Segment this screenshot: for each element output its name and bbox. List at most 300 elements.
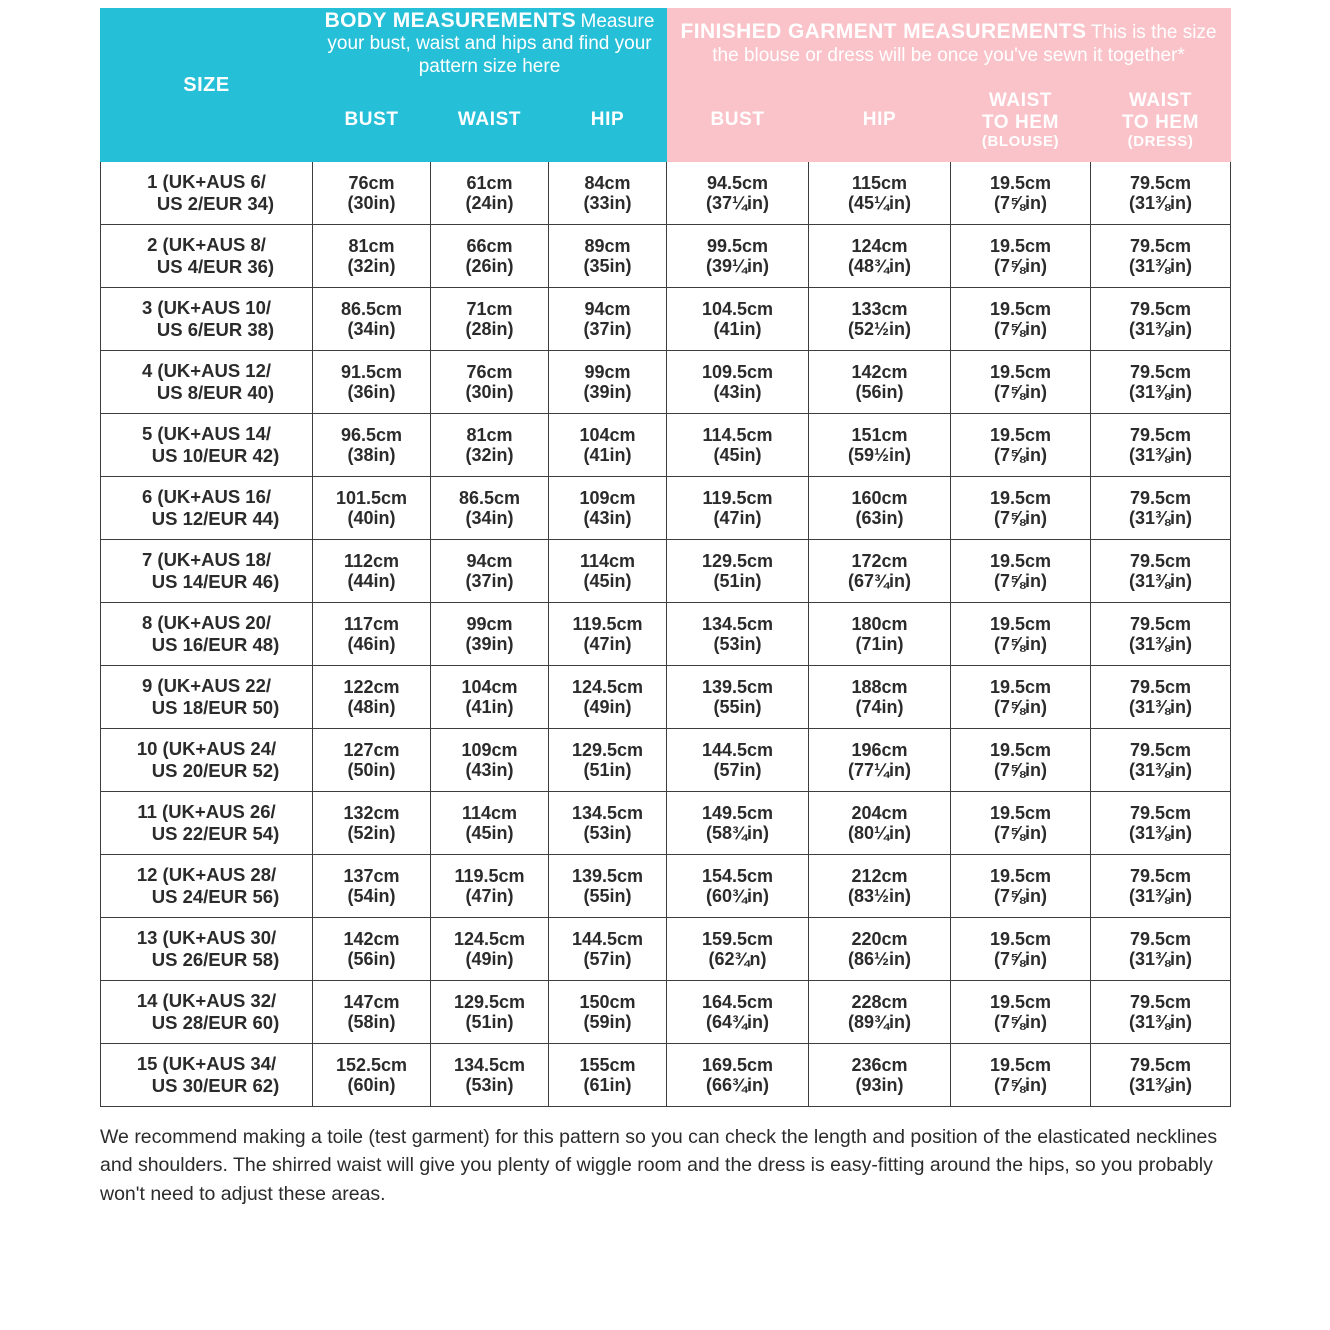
size-line-2: US 8/EUR 40) [156, 382, 275, 404]
finished-hip-cm: 142cm [851, 361, 908, 382]
finished-bust-cell [667, 288, 809, 351]
finished-hip-cell [809, 603, 951, 666]
table-row [101, 981, 1231, 1044]
size-line-1: 6 (UK+AUS 16/ [141, 486, 272, 508]
finished-hip-cell [809, 162, 951, 225]
finished-bust-cell [667, 666, 809, 729]
waist-hem-dress-in: (31⅜in) [1129, 319, 1193, 340]
waist-hem-dress-in: (31⅜in) [1129, 193, 1193, 214]
body-bust-cm: 132cm [343, 802, 400, 823]
waist-hem-dress-in: (31⅜in) [1129, 445, 1193, 466]
body-bust-in: (52in) [347, 823, 396, 844]
body-bust-cm: 142cm [343, 928, 400, 949]
waist-hem-dress-cm: 79.5cm [1130, 802, 1192, 823]
finished-hip-cell [809, 351, 951, 414]
finished-hip-cell [809, 1044, 951, 1107]
body-measurements-title: BODY MEASUREMENTS [324, 9, 577, 32]
waist-hem-dress-in: (31⅜in) [1129, 1012, 1193, 1033]
body-waist-cell [431, 540, 549, 603]
waist-to-hem-blouse-line3: (BLOUSE) [981, 132, 1060, 150]
size-line-2: US 4/EUR 36) [156, 256, 275, 278]
finished-bust-in: (60¾in) [706, 886, 770, 907]
body-bust-cell [313, 540, 431, 603]
waist-hem-dress-in: (31⅜in) [1129, 697, 1193, 718]
body-waist-cm: 109cm [461, 739, 518, 760]
column-header-body-hip: HIP [549, 79, 667, 162]
waist-hem-dress-cell [1091, 225, 1231, 288]
waist-hem-blouse-in: (7⅝in) [994, 193, 1048, 214]
waist-hem-dress-cm: 79.5cm [1130, 676, 1192, 697]
size-line-2: US 24/EUR 56) [151, 886, 280, 908]
body-waist-in: (37in) [465, 571, 514, 592]
waist-hem-dress-cell [1091, 981, 1231, 1044]
finished-hip-in: (45¼in) [848, 193, 912, 214]
waist-hem-dress-cell [1091, 918, 1231, 981]
body-hip-cell [549, 729, 667, 792]
waist-hem-dress-cm: 79.5cm [1130, 865, 1192, 886]
body-hip-in: (39in) [583, 382, 632, 403]
finished-bust-in: (64¾in) [706, 1012, 770, 1033]
waist-hem-dress-cm: 79.5cm [1130, 613, 1192, 634]
body-hip-cell [549, 666, 667, 729]
body-waist-cm: 99cm [466, 613, 513, 634]
body-bust-cell [313, 792, 431, 855]
table-row [101, 1044, 1231, 1107]
finished-bust-cell [667, 855, 809, 918]
body-hip-cm: 84cm [584, 172, 631, 193]
waist-hem-dress-in: (31⅜in) [1129, 571, 1193, 592]
finished-hip-in: (89¾in) [848, 1012, 912, 1033]
size-cell [101, 351, 313, 414]
waist-hem-blouse-cm: 19.5cm [989, 172, 1052, 193]
body-waist-in: (34in) [465, 508, 514, 529]
table-row [101, 162, 1231, 225]
finished-bust-cell [667, 918, 809, 981]
finished-hip-cm: 180cm [851, 613, 908, 634]
table-row [101, 603, 1231, 666]
body-bust-in: (56in) [347, 949, 396, 970]
waist-hem-blouse-in: (7⅝in) [994, 319, 1048, 340]
waist-hem-dress-cell [1091, 1044, 1231, 1107]
size-line-1: 15 (UK+AUS 34/ [136, 1053, 277, 1075]
body-waist-cm: 86.5cm [458, 487, 521, 508]
body-bust-cm: 76cm [348, 172, 395, 193]
body-bust-in: (34in) [347, 319, 396, 340]
finished-hip-cm: 228cm [851, 991, 908, 1012]
body-waist-cell [431, 918, 549, 981]
size-cell [101, 414, 313, 477]
size-cell [101, 1044, 313, 1107]
size-line-1: 10 (UK+AUS 24/ [136, 738, 277, 760]
finished-bust-cell [667, 351, 809, 414]
waist-hem-blouse-in: (7⅝in) [994, 508, 1048, 529]
waist-hem-blouse-cell [951, 855, 1091, 918]
finished-hip-in: (63in) [855, 508, 904, 529]
waist-hem-dress-cell [1091, 351, 1231, 414]
body-hip-cell [549, 1044, 667, 1107]
waist-hem-blouse-cm: 19.5cm [989, 298, 1052, 319]
waist-hem-dress-cm: 79.5cm [1130, 235, 1192, 256]
body-hip-cell [549, 225, 667, 288]
body-bust-in: (50in) [347, 760, 396, 781]
waist-hem-blouse-cell [951, 540, 1091, 603]
size-cell [101, 477, 313, 540]
body-waist-cell [431, 729, 549, 792]
finished-bust-cm: 139.5cm [701, 676, 774, 697]
waist-hem-blouse-cell [951, 1044, 1091, 1107]
body-bust-cm: 86.5cm [340, 298, 403, 319]
waist-hem-dress-in: (31⅜in) [1129, 634, 1193, 655]
body-hip-cell [549, 981, 667, 1044]
body-waist-cell [431, 162, 549, 225]
waist-hem-blouse-in: (7⅝in) [994, 382, 1048, 403]
finished-bust-cell [667, 162, 809, 225]
waist-hem-dress-cell [1091, 792, 1231, 855]
finished-hip-cell [809, 729, 951, 792]
waist-hem-blouse-cm: 19.5cm [989, 739, 1052, 760]
body-bust-in: (54in) [347, 886, 396, 907]
finished-hip-cell [809, 414, 951, 477]
body-waist-cell [431, 981, 549, 1044]
body-measurements-subtitle: Measure your bust, waist and hips and find your pattern size here [327, 11, 655, 77]
size-line-1: 9 (UK+AUS 22/ [141, 675, 272, 697]
body-waist-in: (43in) [465, 760, 514, 781]
body-waist-cm: 76cm [466, 361, 513, 382]
size-line-1: 4 (UK+AUS 12/ [141, 360, 272, 382]
table-row [101, 540, 1231, 603]
body-hip-cm: 109cm [579, 487, 636, 508]
size-line-2: US 18/EUR 50) [151, 697, 280, 719]
body-waist-cm: 119.5cm [454, 865, 525, 886]
garment-measurements-subtitle: This is the size the blouse or dress will be once you've sewn it together* [712, 22, 1217, 66]
body-bust-cm: 152.5cm [335, 1054, 408, 1075]
body-hip-cm: 144.5cm [571, 928, 644, 949]
body-hip-cell [549, 288, 667, 351]
body-bust-cell [313, 603, 431, 666]
finished-bust-in: (41in) [713, 319, 762, 340]
body-waist-in: (45in) [465, 823, 514, 844]
body-bust-cm: 127cm [343, 739, 400, 760]
finished-hip-in: (86½in) [848, 949, 912, 970]
waist-hem-blouse-in: (7⅝in) [994, 823, 1048, 844]
size-cell [101, 855, 313, 918]
waist-hem-dress-cm: 79.5cm [1130, 172, 1192, 193]
body-hip-cm: 114cm [579, 550, 636, 571]
column-header-finished-hip: HIP [809, 79, 951, 162]
waist-hem-blouse-cm: 19.5cm [989, 487, 1052, 508]
finished-hip-in: (71in) [855, 634, 904, 655]
finished-hip-in: (56in) [855, 382, 904, 403]
finished-bust-cm: 164.5cm [701, 991, 774, 1012]
body-bust-cell [313, 729, 431, 792]
body-hip-in: (33in) [583, 193, 632, 214]
waist-hem-blouse-in: (7⅝in) [994, 949, 1048, 970]
finished-bust-in: (62¾n) [708, 949, 767, 970]
size-line-2: US 6/EUR 38) [156, 319, 275, 341]
body-waist-in: (28in) [465, 319, 514, 340]
body-hip-cell [549, 414, 667, 477]
finished-bust-in: (58¾in) [706, 823, 770, 844]
waist-hem-dress-cm: 79.5cm [1130, 361, 1192, 382]
table-row [101, 729, 1231, 792]
table-row [101, 414, 1231, 477]
body-waist-in: (47in) [465, 886, 514, 907]
garment-measurements-banner [667, 9, 1231, 79]
finished-hip-cell [809, 540, 951, 603]
waist-hem-dress-cell [1091, 477, 1231, 540]
body-waist-cell [431, 225, 549, 288]
waist-hem-dress-in: (31⅜in) [1129, 886, 1193, 907]
finished-bust-cm: 104.5cm [701, 298, 774, 319]
waist-hem-blouse-cell [951, 918, 1091, 981]
waist-hem-blouse-cell [951, 414, 1091, 477]
finished-hip-cell [809, 918, 951, 981]
waist-hem-blouse-cell [951, 477, 1091, 540]
finished-hip-in: (93in) [855, 1075, 904, 1096]
body-hip-cell [549, 918, 667, 981]
body-hip-in: (35in) [583, 256, 632, 277]
waist-hem-blouse-in: (7⅝in) [994, 886, 1048, 907]
finished-hip-cm: 196cm [851, 739, 908, 760]
body-waist-in: (53in) [465, 1075, 514, 1096]
body-bust-cell [313, 981, 431, 1044]
size-line-2: US 12/EUR 44) [151, 508, 280, 530]
finished-bust-cm: 119.5cm [702, 487, 773, 508]
finished-hip-cm: 124cm [851, 235, 908, 256]
column-header-waist-to-hem-blouse [951, 79, 1091, 162]
size-line-1: 7 (UK+AUS 18/ [141, 549, 272, 571]
finished-hip-in: (74in) [855, 697, 904, 718]
waist-hem-blouse-cm: 19.5cm [989, 928, 1052, 949]
waist-hem-blouse-cm: 19.5cm [989, 361, 1052, 382]
finished-bust-cell [667, 414, 809, 477]
finished-bust-cm: 134.5cm [701, 613, 774, 634]
finished-hip-cm: 133cm [851, 298, 908, 319]
size-line-1: 8 (UK+AUS 20/ [141, 612, 272, 634]
body-hip-cm: 139.5cm [571, 865, 644, 886]
finished-bust-cm: 169.5cm [701, 1054, 774, 1075]
size-line-1: 1 (UK+AUS 6/ [147, 171, 266, 193]
body-hip-in: (47in) [583, 634, 632, 655]
finished-bust-cell [667, 729, 809, 792]
size-line-2: US 16/EUR 48) [151, 634, 280, 656]
waist-hem-dress-cm: 79.5cm [1130, 487, 1192, 508]
body-bust-cell [313, 414, 431, 477]
finished-bust-cm: 154.5cm [701, 865, 774, 886]
table-body [101, 162, 1231, 1107]
waist-hem-dress-cm: 79.5cm [1130, 928, 1192, 949]
body-waist-cm: 94cm [466, 550, 513, 571]
table-row [101, 792, 1231, 855]
body-hip-cell [549, 855, 667, 918]
finished-bust-cell [667, 1044, 809, 1107]
body-hip-cell [549, 162, 667, 225]
garment-measurements-title: FINISHED GARMENT MEASUREMENTS [680, 20, 1087, 44]
body-waist-in: (24in) [465, 193, 514, 214]
waist-hem-blouse-in: (7⅝in) [994, 571, 1048, 592]
waist-hem-blouse-in: (7⅝in) [994, 256, 1048, 277]
finished-hip-cm: 172cm [851, 550, 908, 571]
body-bust-cm: 122cm [343, 676, 400, 697]
finished-hip-cm: 220cm [851, 928, 908, 949]
body-waist-cm: 114cm [461, 802, 518, 823]
body-bust-in: (60in) [347, 1075, 396, 1096]
finished-bust-in: (47in) [713, 508, 762, 529]
waist-hem-dress-in: (31⅜in) [1129, 1075, 1193, 1096]
size-cell [101, 288, 313, 351]
body-bust-cell [313, 666, 431, 729]
body-hip-cm: 155cm [579, 1054, 636, 1075]
body-hip-in: (51in) [583, 760, 632, 781]
waist-hem-blouse-cm: 19.5cm [989, 1054, 1052, 1075]
column-header-body-waist: WAIST [431, 79, 549, 162]
body-hip-cm: 134.5cm [571, 802, 644, 823]
finished-bust-cell [667, 603, 809, 666]
body-hip-cm: 89cm [584, 235, 631, 256]
finished-bust-cell [667, 225, 809, 288]
finished-hip-cell [809, 288, 951, 351]
waist-hem-dress-cm: 79.5cm [1130, 298, 1192, 319]
column-header-waist-to-hem-dress [1091, 79, 1231, 162]
body-waist-in: (32in) [465, 445, 514, 466]
body-bust-in: (30in) [347, 193, 396, 214]
finished-hip-cm: 115cm [851, 172, 908, 193]
waist-to-hem-blouse-line2: TO HEM [981, 111, 1060, 133]
body-hip-cm: 129.5cm [571, 739, 644, 760]
finished-bust-cell [667, 477, 809, 540]
body-waist-in: (41in) [465, 697, 514, 718]
body-bust-in: (48in) [347, 697, 396, 718]
waist-hem-blouse-cell [951, 792, 1091, 855]
body-waist-cell [431, 855, 549, 918]
waist-hem-dress-cell [1091, 162, 1231, 225]
waist-hem-blouse-cell [951, 288, 1091, 351]
column-header-body-bust: BUST [313, 79, 431, 162]
size-cell [101, 666, 313, 729]
finished-hip-cm: 212cm [851, 865, 908, 886]
body-hip-cm: 99cm [584, 361, 631, 382]
table-header [101, 9, 1231, 162]
body-waist-cell [431, 477, 549, 540]
finished-hip-in: (48¾in) [848, 256, 912, 277]
size-line-2: US 26/EUR 58) [151, 949, 280, 971]
body-hip-in: (41in) [583, 445, 632, 466]
body-bust-cm: 117cm [343, 613, 400, 634]
size-line-2: US 20/EUR 52) [151, 760, 280, 782]
waist-hem-dress-in: (31⅜in) [1129, 823, 1193, 844]
body-bust-cm: 137cm [343, 865, 400, 886]
body-hip-cm: 104cm [579, 424, 636, 445]
finished-bust-cm: 144.5cm [701, 739, 774, 760]
body-bust-cell [313, 351, 431, 414]
body-hip-cell [549, 351, 667, 414]
finished-bust-cell [667, 981, 809, 1044]
waist-hem-blouse-cell [951, 351, 1091, 414]
waist-hem-blouse-cell [951, 666, 1091, 729]
finished-hip-cm: 204cm [851, 802, 908, 823]
table-row [101, 666, 1231, 729]
body-waist-cm: 129.5cm [453, 991, 526, 1012]
size-line-1: 14 (UK+AUS 32/ [136, 990, 277, 1012]
size-cell [101, 225, 313, 288]
size-line-1: 5 (UK+AUS 14/ [141, 423, 272, 445]
finished-hip-in: (83½in) [848, 886, 912, 907]
body-bust-cell [313, 1044, 431, 1107]
waist-hem-blouse-cell [951, 225, 1091, 288]
body-hip-cm: 124.5cm [571, 676, 644, 697]
body-bust-cm: 147cm [343, 991, 400, 1012]
finished-bust-cm: 114.5cm [702, 424, 773, 445]
finished-bust-in: (57in) [713, 760, 762, 781]
body-bust-in: (36in) [347, 382, 396, 403]
finished-hip-cell [809, 855, 951, 918]
body-bust-in: (58in) [347, 1012, 396, 1033]
body-waist-cell [431, 288, 549, 351]
body-hip-in: (37in) [583, 319, 632, 340]
body-bust-cm: 96.5cm [340, 424, 403, 445]
body-waist-cell [431, 1044, 549, 1107]
waist-hem-dress-in: (31⅜in) [1129, 382, 1193, 403]
body-hip-in: (53in) [583, 823, 632, 844]
finished-hip-cell [809, 225, 951, 288]
waist-hem-blouse-in: (7⅝in) [994, 634, 1048, 655]
finished-bust-in: (39¼in) [706, 256, 770, 277]
size-line-1: 13 (UK+AUS 30/ [136, 927, 277, 949]
finished-bust-cm: 159.5cm [701, 928, 774, 949]
waist-hem-dress-cell [1091, 603, 1231, 666]
column-header-finished-bust: BUST [667, 79, 809, 162]
size-cell [101, 729, 313, 792]
finished-hip-in: (80¼in) [848, 823, 912, 844]
size-line-2: US 30/EUR 62) [151, 1075, 280, 1097]
waist-hem-blouse-in: (7⅝in) [994, 1075, 1048, 1096]
waist-hem-blouse-cm: 19.5cm [989, 613, 1052, 634]
body-waist-cell [431, 414, 549, 477]
size-cell [101, 918, 313, 981]
body-waist-cm: 61cm [466, 172, 513, 193]
table-row [101, 477, 1231, 540]
finished-hip-cell [809, 792, 951, 855]
column-header-size: SIZE [101, 9, 313, 162]
body-hip-in: (55in) [583, 886, 632, 907]
waist-hem-dress-in: (31⅜in) [1129, 949, 1193, 970]
waist-hem-blouse-cell [951, 729, 1091, 792]
size-cell [101, 981, 313, 1044]
waist-hem-blouse-cm: 19.5cm [989, 424, 1052, 445]
finished-hip-cm: 160cm [851, 487, 908, 508]
body-bust-cell [313, 225, 431, 288]
body-hip-cell [549, 792, 667, 855]
body-bust-cell [313, 918, 431, 981]
body-bust-cm: 91.5cm [340, 361, 403, 382]
size-chart-table [100, 8, 1231, 1107]
finished-bust-in: (43in) [713, 382, 762, 403]
body-bust-in: (32in) [347, 256, 396, 277]
waist-hem-blouse-cell [951, 603, 1091, 666]
table-row [101, 855, 1231, 918]
waist-hem-dress-in: (31⅜in) [1129, 256, 1193, 277]
waist-hem-blouse-in: (7⅝in) [994, 1012, 1048, 1033]
waist-hem-blouse-cell [951, 981, 1091, 1044]
waist-hem-blouse-in: (7⅝in) [994, 697, 1048, 718]
size-line-1: 3 (UK+AUS 10/ [141, 297, 272, 319]
body-waist-cell [431, 603, 549, 666]
waist-hem-blouse-cm: 19.5cm [989, 676, 1052, 697]
finished-bust-cm: 109.5cm [701, 361, 774, 382]
waist-hem-dress-cell [1091, 540, 1231, 603]
size-cell [101, 603, 313, 666]
waist-hem-dress-cm: 79.5cm [1130, 550, 1192, 571]
